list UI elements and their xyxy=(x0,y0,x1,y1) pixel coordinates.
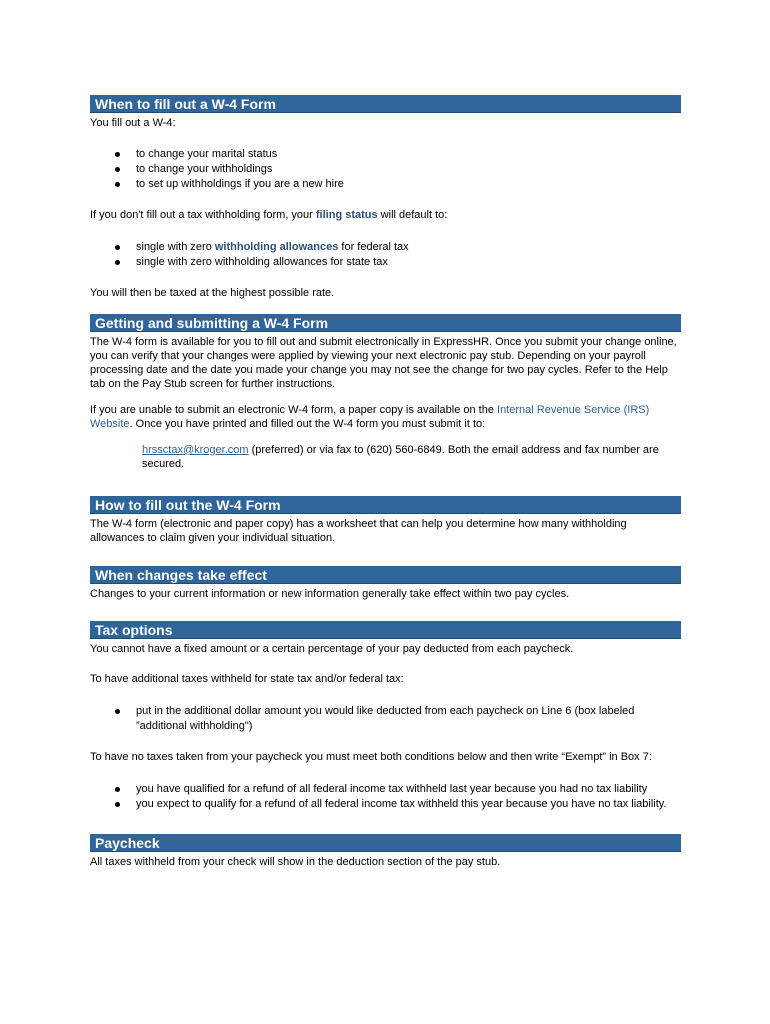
s5-list-2 xyxy=(90,782,681,812)
s5-paragraph-3: To have no taxes taken from your paycheck you must meet both conditions below and then write “Exempt” in Box 7: xyxy=(90,751,652,763)
s1-default-paragraph: If you don't fill out a tax withholding form, your filing status will default to: xyxy=(90,209,448,221)
list-item: to set up withholdings if you are a new hire xyxy=(90,177,681,192)
section-header-when-changes: When changes take effect xyxy=(90,566,681,584)
withholding-allowances-link[interactable]: withholding allowances xyxy=(214,241,339,253)
document-content xyxy=(90,95,681,869)
s2-contact: hrssctax@kroger.com (preferred) or via fax to (620) 560-6849. Both the email address and fax number are secured. xyxy=(142,444,659,470)
s4-paragraph: Changes to your current information or new information generally take effect within two pay cycles. xyxy=(90,588,570,600)
list-item: you expect to qualify for a refund of all federal income tax withheld this year because you have no tax liability. xyxy=(90,797,681,812)
section-header-paycheck: Paycheck xyxy=(90,834,681,852)
s2-paragraph-2: If you are unable to submit an electronic W-4 form, a paper copy is available on the Internal Revenue Service (IRS) Website. Once you have printed and filled out the W-4 form you must submit it to: xyxy=(90,404,650,430)
s6-paragraph: All taxes withheld from your check will show in the deduction section of the pay stub. xyxy=(90,856,501,868)
s1-intro: You fill out a W-4: xyxy=(90,117,176,129)
s2-paragraph-1: The W-4 form is available for you to fill out and submit electronically in ExpressHR. Once you submit your change online, you can verify that your changes were applied by viewing your next electronic pay stub. Depending on your payroll processing date and the date you made your change you may not see the change for two pay cycles. Refer to the Help tab on the Pay Stub screen for further instructions. xyxy=(90,336,677,390)
s3-paragraph: The W-4 form (electronic and paper copy) has a worksheet that can help you determine how many withholding allowances to claim given your individual situation. xyxy=(90,518,627,544)
s1-closing: You will then be taxed at the highest possible rate. xyxy=(90,287,335,299)
list-item: single with zero withholding allowances for state tax xyxy=(90,255,681,270)
s5-paragraph-1: You cannot have a fixed amount or a certain percentage of your pay deducted from each paycheck. xyxy=(90,643,574,655)
s1-bullet-list xyxy=(90,147,681,192)
section-header-how-to-fill: How to fill out the W-4 Form xyxy=(90,496,681,514)
section-header-tax-options: Tax options xyxy=(90,621,681,639)
list-item: single with zero withholding allowances for federal tax xyxy=(90,240,681,255)
s1-default-list xyxy=(90,240,681,270)
irs-website-link[interactable]: Internal Revenue Service (IRS) Website xyxy=(90,404,650,430)
list-item: to change your marital status xyxy=(90,147,681,162)
list-item: you have qualified for a refund of all federal income tax withheld last year because you had no tax liability xyxy=(90,782,681,797)
s5-list-1 xyxy=(90,704,681,734)
list-item: to change your withholdings xyxy=(90,162,681,177)
list-item: put in the additional dollar amount you would like deducted from each paycheck on Line 6 (box labeled ”additional withholding") xyxy=(90,704,681,734)
filing-status-link[interactable]: filing status xyxy=(315,209,378,221)
section-header-when-to-fill: When to fill out a W-4 Form xyxy=(90,95,681,113)
section-header-getting-submitting: Getting and submitting a W-4 Form xyxy=(90,314,681,332)
email-link[interactable]: hrssctax@kroger.com xyxy=(142,444,249,456)
s5-paragraph-2: To have additional taxes withheld for state tax and/or federal tax: xyxy=(90,673,404,685)
